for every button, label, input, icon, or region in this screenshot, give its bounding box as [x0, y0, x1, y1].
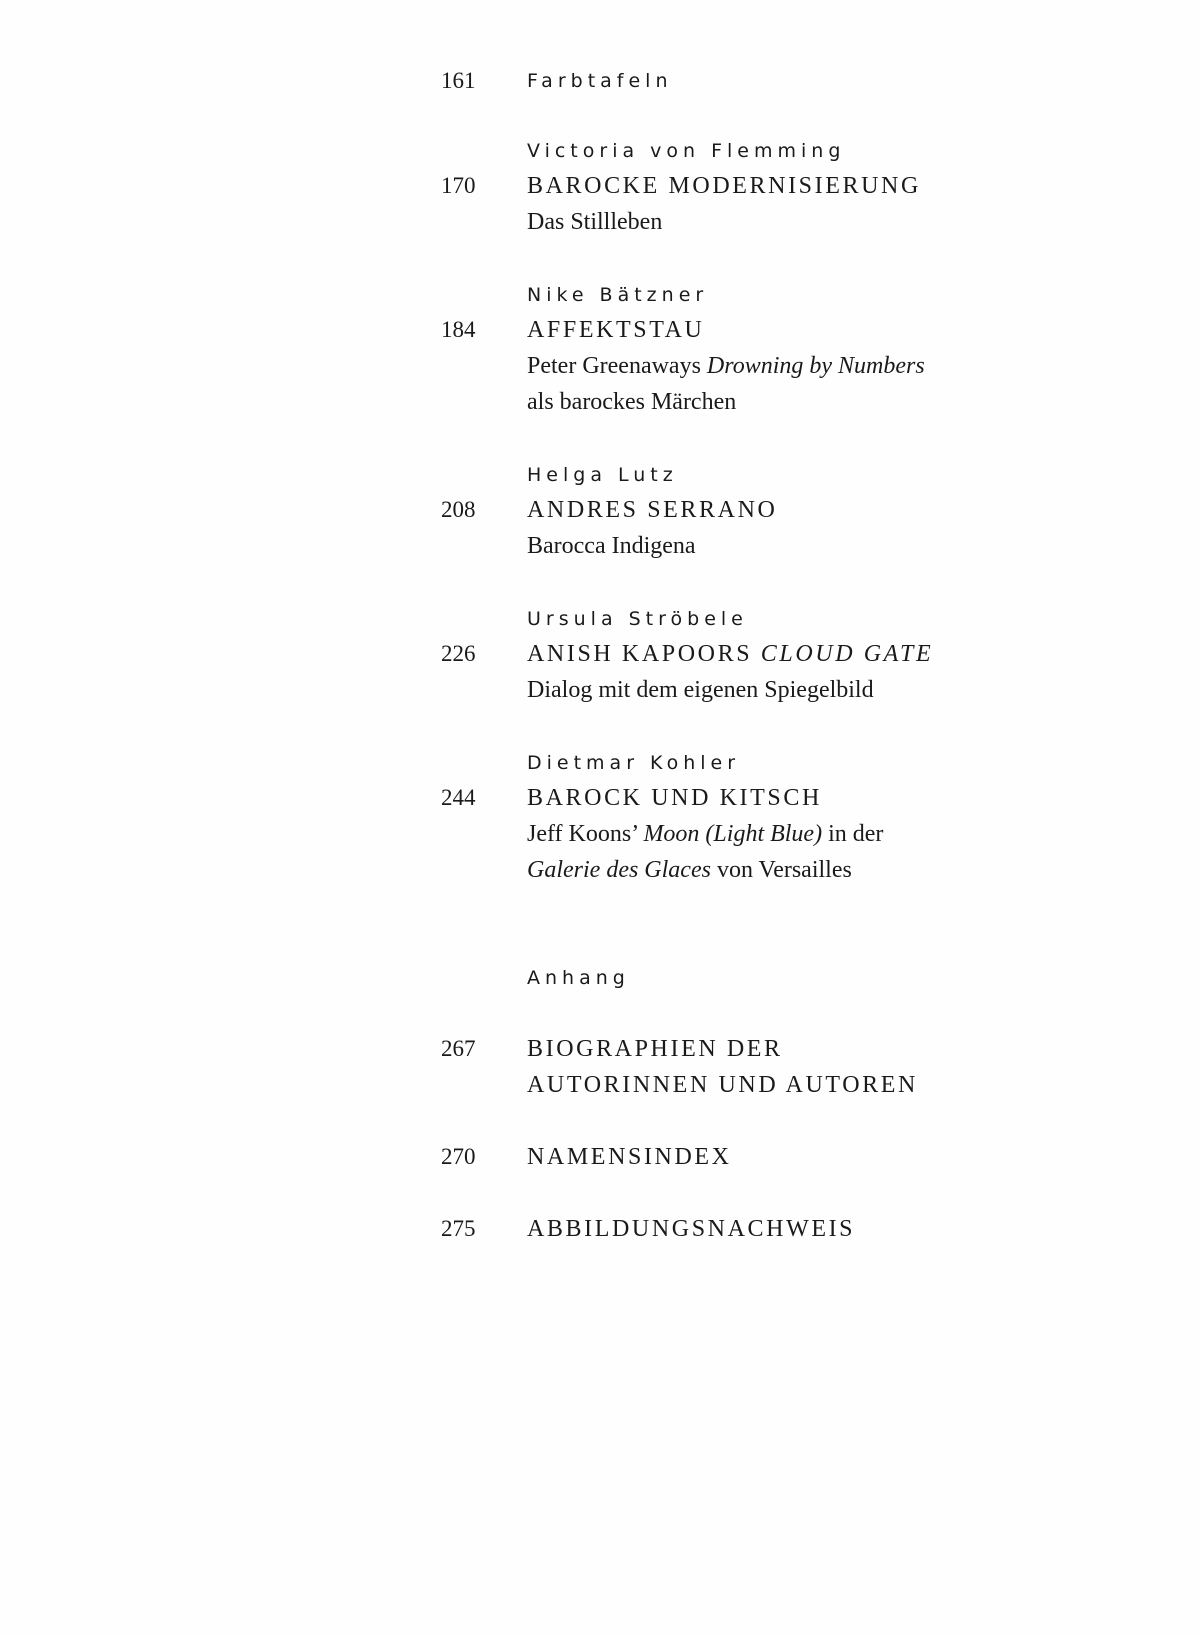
subtitle-text: von Versailles [710, 857, 852, 883]
chapter-subtitle [527, 816, 883, 852]
chapter-title: AUTORINNEN UND AUTOREN [527, 1072, 918, 1098]
chapter-title: AFFEKTSTAU [527, 317, 705, 343]
appendix-heading: Anhang [527, 967, 630, 989]
author-name: Nike Bätzner [527, 284, 709, 306]
page-number: 161 [441, 68, 476, 93]
chapter-title: BAROCKE MODERNISIERUNG [527, 173, 921, 199]
page-number: 170 [441, 173, 476, 198]
work-title: Moon (Light Blue) [643, 821, 823, 847]
chapter-title: ANDRES SERRANO [527, 497, 778, 523]
chapter-title: ABBILDUNGSNACHWEIS [527, 1216, 856, 1242]
work-title: Drowning by Numbers [706, 353, 925, 379]
toc-entry-farbtafeln [0, 63, 1200, 99]
toc-entry [0, 1211, 1200, 1247]
subtitle-text: Peter Greenaways [527, 353, 707, 379]
subtitle-text: Jeff Koons’ [527, 821, 644, 847]
chapter-subtitle: Barocca Indigena [527, 533, 696, 559]
author-name: Victoria von Flemming [527, 140, 846, 162]
chapter-subtitle [527, 852, 852, 888]
author-name: Ursula Ströbele [527, 608, 748, 630]
page-number: 267 [441, 1036, 476, 1061]
work-title: CLOUD GATE [760, 641, 934, 667]
chapter-subtitle: Das Stillleben [527, 209, 663, 235]
work-title: Galerie des Glaces [527, 857, 711, 883]
chapter-title: NAMENSINDEX [527, 1144, 732, 1170]
author-name: Helga Lutz [527, 464, 678, 486]
page-number: 184 [441, 317, 476, 342]
chapter-title: BAROCK UND KITSCH [527, 785, 822, 811]
chapter-title: BIOGRAPHIEN DER [527, 1036, 783, 1062]
chapter-title [527, 636, 933, 672]
page-number: 270 [441, 1144, 476, 1169]
toc-entry [0, 1139, 1200, 1175]
author-name: Dietmar Kohler [527, 752, 741, 774]
chapter-subtitle [527, 348, 925, 384]
chapter-subtitle: Dialog mit dem eigenen Spiegelbild [527, 677, 874, 703]
page-number: 244 [441, 785, 476, 810]
title-text: ANISH KAPOORS [527, 641, 761, 667]
page-number: 275 [441, 1216, 476, 1241]
page-number: 208 [441, 497, 476, 522]
subtitle-text: in der [822, 821, 884, 847]
page-number: 226 [441, 641, 476, 666]
section-heading: Farbtafeln [527, 70, 673, 92]
chapter-subtitle: als barockes Märchen [527, 389, 737, 415]
